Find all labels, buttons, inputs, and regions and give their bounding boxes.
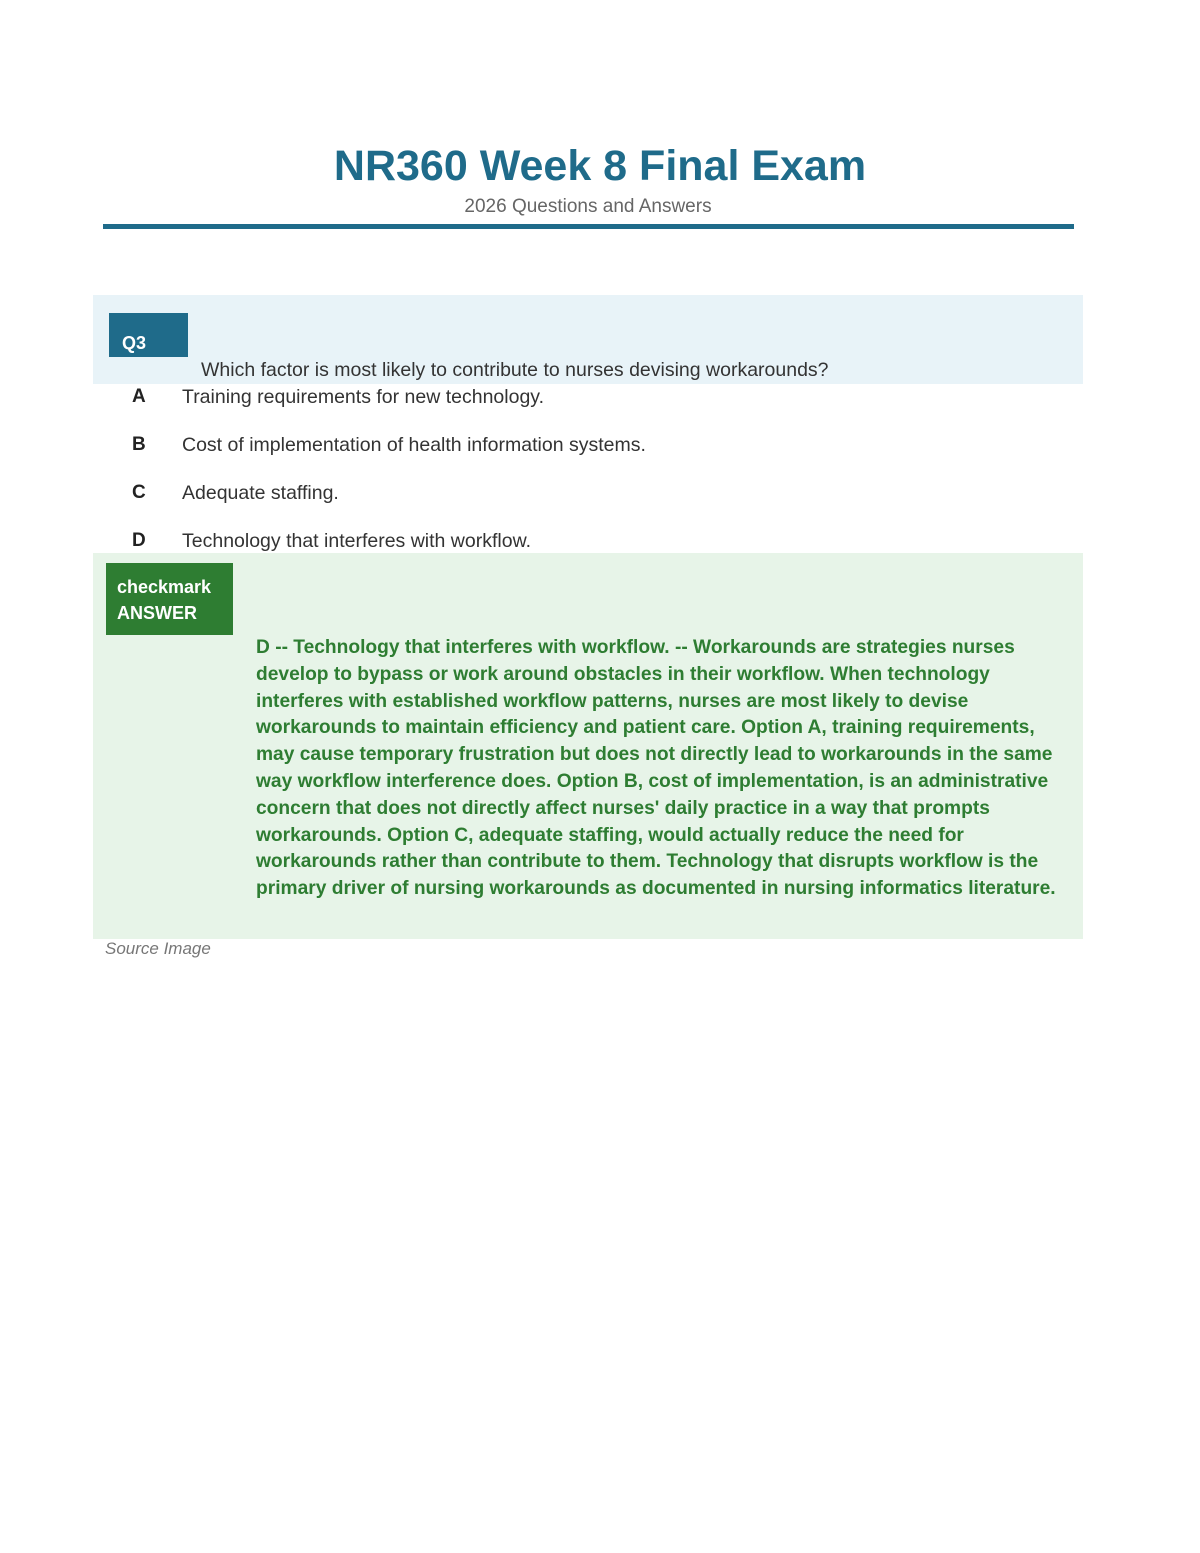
option-a [0,384,1200,410]
option-letter: D [132,530,146,551]
option-b [0,432,1200,458]
answer-badge-label: ANSWER [117,603,197,623]
option-c [0,480,1200,506]
option-text: Cost of implementation of health information systems. [182,434,646,456]
option-text: Technology that interferes with workflow. [182,530,532,552]
option-text: Training requirements for new technology. [182,386,545,408]
page-subtitle: 2026 Questions and Answers [464,196,712,217]
option-letter: C [132,482,146,503]
option-letter: B [132,434,146,455]
title-divider [103,224,1074,229]
source-image-label: Source Image [105,939,211,958]
option-d [0,528,1200,554]
question-text: Which factor is most likely to contribute to nurses devising workarounds? [201,359,829,381]
answer-explanation: D -- Technology that interferes with workflow. -- Workarounds are strategies nurses develop to bypass or work around obstacles in their workflow. When technology interferes with established workflow patterns, nurses are most likely to devise workarounds to maintain efficiency and patient care. Option A, training requirements, may cause temporary frustration but does not directly lead to workarounds in the same way workflow interference does. Option B, cost of implementation, is an administrative concern that does not directly affect nurses' daily practice in a way that prompts workarounds. Option C, adequate staffing, would actually reduce the need for workarounds rather than contribute to them. Technology that disrupts workflow is the primary driver of nursing workarounds as documented in nursing informatics literature. [256,637,1056,900]
option-text: Adequate staffing. [182,482,339,504]
page-title: NR360 Week 8 Final Exam [333,142,867,190]
option-letter: A [132,386,146,407]
question-number-badge: Q3 [109,313,188,357]
answer-badge [106,563,233,635]
checkmark-icon-label: checkmark [117,577,212,597]
